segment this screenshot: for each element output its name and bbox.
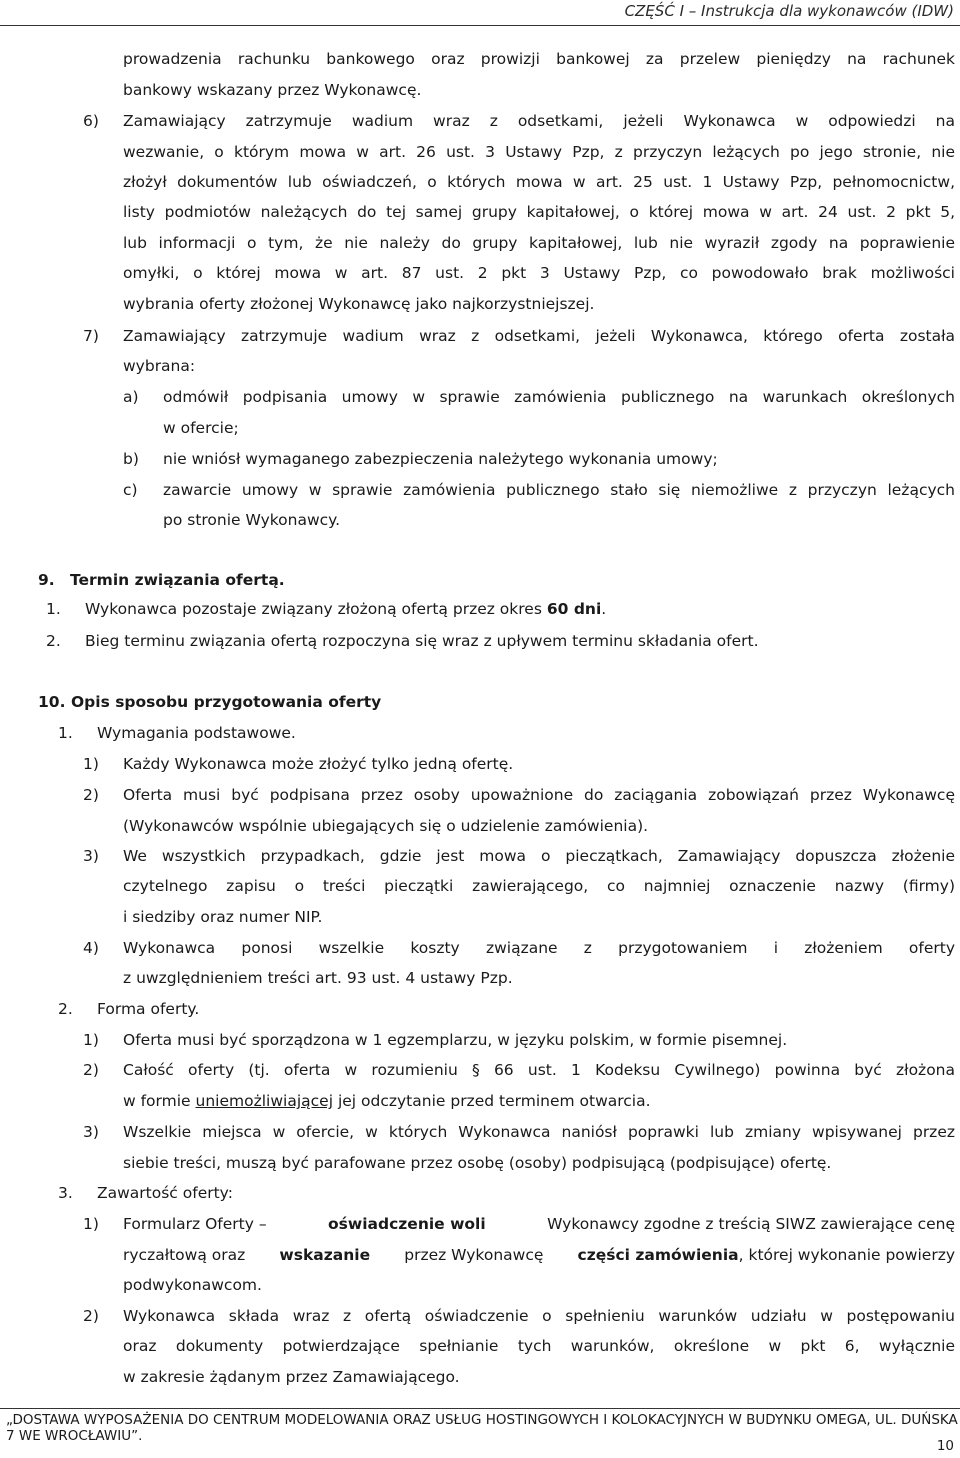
paragraph-line: bankowy wskazany przez Wykonawcę. [123,81,422,99]
paragraph-line: podwykonawcom. [123,1276,262,1294]
footer-rule [0,1408,960,1409]
footer-text: „DOSTAWA WYPOSAŻENIA DO CENTRUM MODELOWANIA ORAZ USŁUG HOSTINGOWYCH I KOLOKACYJNYCH W BUDYNKU OMEGA, UL. DUŃSKA [6,1412,958,1428]
paragraph-line: Zamawiający zatrzymuje wadium wraz z odsetkami, jeżeli Wykonawca w odpowiedzi na [123,112,955,130]
list-number: 2) [83,1307,99,1325]
header-rule [0,25,960,26]
paragraph-line: z uwzględnieniem treści art. 93 ust. 4 ustawy Pzp. [123,969,513,987]
list-number: 3. [58,1184,73,1202]
page-number: 10 [936,1438,954,1454]
paragraph-line: Zamawiający zatrzymuje wadium wraz z odsetkami, jeżeli Wykonawca, którego oferta została [123,327,955,345]
paragraph-line: Oferta musi być podpisana przez osoby upoważnione do zaciągania zobowiązań przez Wykonawcę [123,786,955,804]
paragraph-line: prowadzenia rachunku bankowego oraz prowizji bankowej za przelew pieniędzy na rachunek [123,50,955,68]
list-number: 2. [46,632,61,650]
list-number: 1. [58,724,73,742]
list-letter: b) [123,450,139,468]
footer-text: 7 WE WROCŁAWIU”. [6,1428,143,1444]
paragraph-line: w zakresie żądanym przez Zamawiającego. [123,1368,460,1386]
paragraph-line: oraz dokumenty potwierdzające spełnianie tych warunków, określone w pkt 6, wyłącznie [123,1337,955,1355]
paragraph-line: złożył dokumentów lub oświadczeń, o których mowa w art. 25 ust. 1 Ustawy Pzp, pełnomocnictw, [123,173,955,191]
paragraph-line: zawarcie umowy w sprawie zamówienia publicznego stało się niemożliwe z przyczyn leżących [163,481,955,499]
page-header-title: CZĘŚĆ I – Instrukcja dla wykonawców (IDW) [624,2,954,20]
paragraph-line: (Wykonawców wspólnie ubiegających się o udzielenie zamówienia). [123,817,649,835]
paragraph-line: listy podmiotów należących do tej samej grupy kapitałowej, o której mowa w art. 24 ust. 2 pkt 5, [123,203,955,221]
subsection-title: Wymagania podstawowe. [97,724,296,742]
paragraph-line: po stronie Wykonawcy. [163,511,341,529]
paragraph-line: Oferta musi być sporządzona w 1 egzemplarzu, w języku polskim, w formie pisemnej. [123,1031,788,1049]
paragraph-line: omyłki, o której mowa w art. 87 ust. 2 pkt 3 Ustawy Pzp, co powodowało brak możliwości [123,264,955,282]
list-number: 6) [83,112,99,130]
paragraph-line: Wykonawca pozostaje związany złożoną ofertą przez okres 60 dni. [85,600,607,618]
subsection-title: Forma oferty. [97,1000,200,1018]
paragraph-line: Wykonawca składa wraz z ofertą oświadczenie o spełnieniu warunków udziału w postępowaniu [123,1307,955,1325]
paragraph-line: Każdy Wykonawca może złożyć tylko jedną ofertę. [123,755,514,773]
list-number: 3) [83,1123,99,1141]
paragraph-line: czytelnego zapisu o treści pieczątki zawierającego, co najmniej oznaczenie nazwy (firmy) [123,877,955,895]
list-number: 1) [83,1031,99,1049]
paragraph-line: nie wniósł wymaganego zabezpieczenia należytego wykonania umowy; [163,450,718,468]
section-title: Opis sposobu przygotowania oferty [71,693,382,711]
paragraph-line: Bieg terminu związania ofertą rozpoczyna się wraz z upływem terminu składania ofert. [85,632,759,650]
paragraph-line: wybrania oferty złożonej Wykonawcę jako najkorzystniejszej. [123,295,595,313]
paragraph-line: w ofercie; [163,419,239,437]
paragraph-line: Wykonawca ponosi wszelkie koszty związane z przygotowaniem i złożeniem oferty [123,939,955,957]
paragraph-line: siebie treści, muszą być parafowane przez osobę (osoby) podpisującą (podpisujące) ofertę. [123,1154,832,1172]
paragraph-line: lub informacji o tym, że nie należy do grupy kapitałowej, lub nie wyraził zgody na poprawienie [123,234,955,252]
paragraph-line: w formie uniemożliwiającej jej odczytanie przed terminem otwarcia. [123,1092,651,1110]
list-number: 1) [83,1215,99,1233]
paragraph-line: i siedziby oraz numer NIP. [123,908,323,926]
paragraph-line: odmówił podpisania umowy w sprawie zamówienia publicznego na warunkach określonych [163,388,955,406]
list-number: 7) [83,327,99,345]
paragraph-line: ryczałtową oraz wskazanie przez Wykonawcę części zamówienia , której wykonanie powierzy [123,1246,955,1264]
list-letter: c) [123,481,138,499]
section-number: 10. [38,693,66,711]
list-number: 2) [83,1061,99,1079]
paragraph-line: wybrana: [123,357,196,375]
list-number: 2. [58,1000,73,1018]
paragraph-line: Formularz Oferty – oświadczenie woli Wykonawcy zgodne z treścią SIWZ zawierające cenę [123,1215,955,1233]
list-number: 4) [83,939,99,957]
list-number: 1) [83,755,99,773]
section-title: Termin związania ofertą. [70,571,285,589]
paragraph-line: Wszelkie miejsca w ofercie, w których Wykonawca naniósł poprawki lub zmiany wpisywanej przez [123,1123,955,1141]
list-number: 1. [46,600,61,618]
list-number: 3) [83,847,99,865]
paragraph-line: Całość oferty (tj. oferta w rozumieniu § 66 ust. 1 Kodeksu Cywilnego) powinna być złożona [123,1061,955,1079]
paragraph-line: We wszystkich przypadkach, gdzie jest mowa o pieczątkach, Zamawiający dopuszcza złożenie [123,847,955,865]
subsection-title: Zawartość oferty: [97,1184,233,1202]
list-number: 2) [83,786,99,804]
paragraph-line: wezwanie, o którym mowa w art. 26 ust. 3 Ustawy Pzp, z przyczyn leżących po jego stronie, nie [123,143,955,161]
list-letter: a) [123,388,139,406]
section-number: 9. [38,571,55,589]
